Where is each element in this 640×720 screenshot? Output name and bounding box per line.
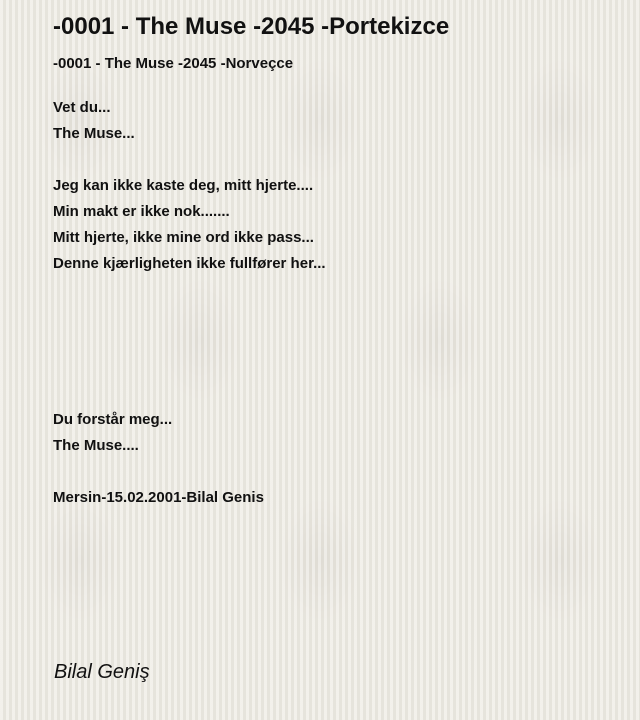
poem-line <box>53 329 620 355</box>
poem-line: Min makt er ikke nok....... <box>53 203 230 220</box>
poem-line <box>53 147 620 173</box>
poem-line: Jeg kan ikke kaste deg, mitt hjerte.... <box>53 177 314 194</box>
poem-page <box>53 12 620 511</box>
author-signature: Bilal Geniş <box>54 661 150 683</box>
poem-line <box>53 303 620 329</box>
poem-line: The Muse... <box>53 125 135 142</box>
poem-line: Denne kjærligheten ikke fullfører her... <box>53 255 326 272</box>
poem-line <box>53 459 620 485</box>
poem-line: Mersin-15.02.2001-Bilal Genis <box>53 489 264 506</box>
poem-line: Vet du... <box>53 99 111 116</box>
poem-line: Du forstår meg... <box>53 411 173 428</box>
poem-line <box>53 381 620 407</box>
poem-body <box>53 95 620 511</box>
poem-line: Mitt hjerte, ikke mine ord ikke pass... <box>53 229 314 246</box>
poem-line <box>53 355 620 381</box>
poem-line <box>53 277 620 303</box>
poem-title: -0001 - The Muse -2045 -Portekizce <box>53 13 450 40</box>
poem-subtitle: -0001 - The Muse -2045 -Norveçce <box>53 55 294 72</box>
poem-line: The Muse.... <box>53 437 139 454</box>
